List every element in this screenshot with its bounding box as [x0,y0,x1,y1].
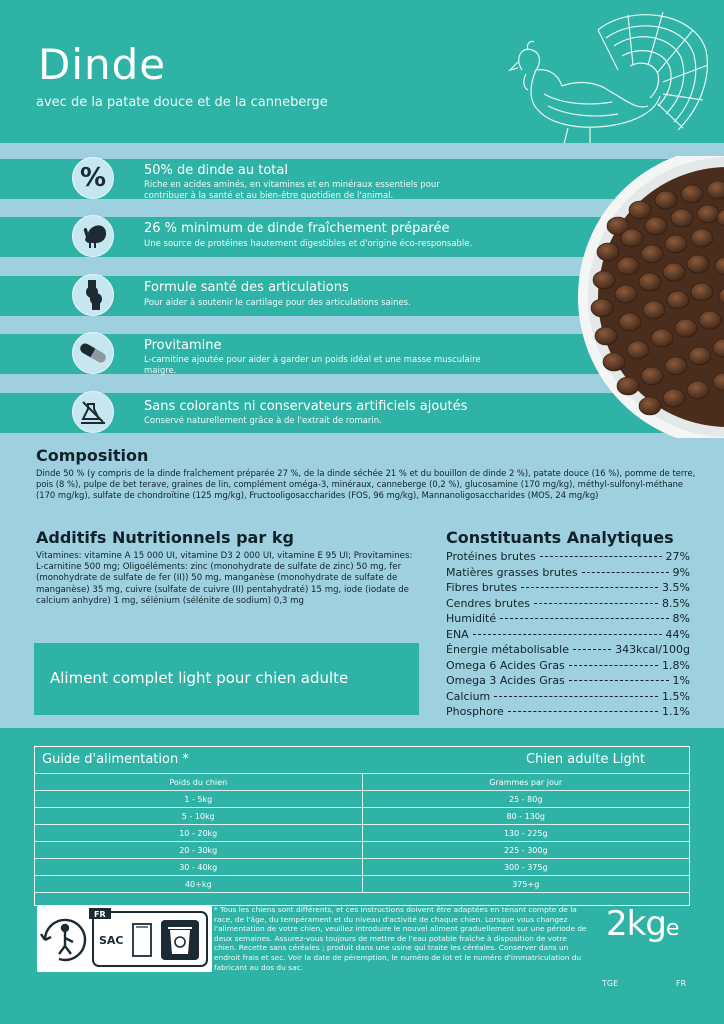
analytics-value: 1% [672,674,690,687]
analytics-value: 1.8% [662,658,690,672]
benefit-title: Formule santé des articulations [144,280,349,295]
analytics-name: Omega 3 Acides Gras [446,674,565,687]
estimated-sign: e [665,916,679,941]
capsule-icon [72,332,114,374]
analytics-name: Cendres brutes [446,596,530,610]
composition-heading: Composition [36,446,149,465]
analytics-name: Protéines brutes [446,550,536,563]
analytics-name: Fibres brutes [446,581,518,594]
net-weight [606,904,678,944]
dotted-leader [508,711,658,712]
cell-grams: 300 - 375g [362,859,690,876]
analytics-name: Phosphore [446,705,504,718]
analytics-value: 9% [672,565,690,579]
product-title: Dinde [38,40,167,89]
net-weight-value: 2kg [606,904,666,944]
dotted-leader [582,572,669,573]
analytics-value: 1.5% [662,689,690,703]
analytics-value: 8% [672,612,690,625]
analytics-row [446,628,690,644]
benefit-title: Provitamine [144,338,222,353]
analytics-row [446,659,690,675]
feeding-guide-table [34,773,690,893]
analytics-row [446,597,690,613]
cell-weight: 5 - 10kg [35,808,363,825]
dotted-leader [500,618,668,619]
analytics-row [446,566,690,582]
dotted-leader [573,649,611,650]
cell-weight: 20 - 30kg [35,842,363,859]
dotted-leader [540,556,662,557]
table-row [35,808,690,825]
analytics-value: 8.5% [662,596,690,610]
dotted-leader [569,665,658,666]
composition-text: Dinde 50 % (y compris de la dinde fraîchement préparée 27 %, de la dinde séchée 21 % et du bouillon de dinde 2 %), patate douce (16 %), pomme de terre, pois (8 %), pulpe de bet terave, graines de lin, complément oméga-3, minéraux, canneberge (0,2 %), glucosamine (170 mg/kg), méthyl-sulfonyl-méthane (170 mg/kg), sulfate de chondroïtine (125 mg/kg), Fructooligosaccharides (FOS, 96 mg/kg), Mannanoligosaccharides (MOS, 24 mg/kg) [36,468,696,500]
table-row [35,842,690,859]
table-row [35,825,690,842]
analytics-list [446,550,690,721]
benefit-title: 50% de dinde au total [144,163,288,178]
table-row [35,859,690,876]
cell-grams: 225 - 300g [362,842,690,859]
analytics-name: Calcium [446,689,491,703]
cell-weight: 10 - 20kg [35,825,363,842]
benefit-desc: Conservé naturellement grâce à de l'extrait de romarin. [144,416,382,426]
kibble-bowl-image [578,156,724,438]
footnote-text: * Tous les chiens sont différents, et ces instructions doivent être adaptées en tenant compte de la race, de l'âge, du tempérament et du niveau d'activité de chaque chien. Lorsque vous changez l'alimentation de votre chien, veuillez introduire le nouvel aliment graduellement sur une période de deux semaines. Assurez-vous toujours de mettre de l'eau potable fraîche à disposition de votre chien. Recette sans céréales ; produit dans une usine qui traite les céréales. Conserver dans un endroit frais et sec. Voir la date de péremption, le numéro de lot et le numéro d'immatriculation du fabricant au dos du sac. [214,905,587,972]
col-header-grams: Grammes par jour [362,774,690,791]
analytics-row [446,705,690,721]
analytics-row [446,690,690,706]
benefit-desc: L-carnitine ajoutée pour aider à garder un poids idéal et une masse musculaire maigre. [144,355,481,376]
additives-text: Vitamines: vitamine A 15 000 UI, vitamine D3 2 000 UI, vitamine E 95 UI; Provitamines: L-carnitine 500 mg; Oligoéléments: zinc (monohydrate de sulfate de zinc) 50 mg, fer (monohydrate de sulfate de fer (II)) 50 mg, manganèse (monohydrate de sulfate de manganèse) 35 mg, cuivre (sulfate de cuivre (II) pentahydraté) 15 mg, iode (iodate de calcium anhydre) 1 mg, sélénium (sélénite de sodium) 0,3 mg [36,551,413,606]
benefit-desc: Pour aider à soutenir le cartilage pour des articulations saines. [144,298,411,308]
recycle-sac-label: SAC [99,934,124,947]
analytics-value: 27% [665,550,690,563]
recycling-triman-logo [37,906,212,972]
percent-icon: % [72,157,114,199]
product-subtitle: avec de la patate douce et de la canneberge [36,95,328,110]
recycle-bin-icon [161,920,199,960]
cell-weight: 40+kg [35,876,363,893]
table-row [35,791,690,808]
turkey-illustration [478,10,714,146]
col-header-weight: Poids du chien [35,774,363,791]
cell-grams: 130 - 225g [362,825,690,842]
analytics-name: Matières grasses brutes [446,565,578,579]
benefit-desc: Riche en acides aminés, en vitamines et en minéraux essentiels pour contribuer à la santé et au bien-être quotidien de l'animal. [144,180,440,201]
cell-weight: 1 - 5kg [35,791,363,808]
cell-grams: 25 - 80g [362,791,690,808]
analytics-name: Omega 6 Acides Gras [446,658,565,672]
joint-icon [72,274,114,316]
analytics-heading: Constituants Analytiques [446,528,674,547]
benefit-desc: Une source de protéines hautement digestibles et d'origine éco-responsable. [144,239,473,249]
dotted-leader [494,696,658,697]
dotted-leader [534,603,658,604]
table-row [35,876,690,893]
feeding-guide-title: Guide d'alimentation * [42,752,189,767]
dotted-leader [521,587,658,588]
analytics-row [446,643,690,659]
recycle-country: FR [94,910,106,919]
analytics-row [446,581,690,597]
analytics-row [446,550,690,566]
analytics-name: Énergie métabolisable [446,643,569,656]
dotted-leader [569,680,669,681]
dotted-leader [473,634,662,635]
benefit-title: Sans colorants ni conservateurs artificiels ajoutés [144,399,468,414]
cell-weight: 30 - 40kg [35,859,363,876]
benefit-title: 26 % minimum de dinde fraîchement préparée [144,221,450,236]
cell-grams: 80 - 130g [362,808,690,825]
analytics-name: Humidité [446,612,497,625]
analytics-name: ENA [446,627,469,641]
table-header-row [35,774,690,791]
additives-heading: Additifs Nutritionnels par kg [36,528,294,547]
analytics-value: 1.1% [662,705,690,718]
analytics-value: 3.5% [662,581,690,594]
code-left: TGE [602,979,619,988]
analytics-value: 44% [665,627,690,641]
analytics-value: 343kcal/100g [615,643,690,656]
turkey-icon [72,215,114,257]
light-label: Aliment complet light pour chien adulte [50,669,349,687]
feeding-guide-subtitle: Chien adulte Light [526,752,646,767]
bag-icon [133,924,151,956]
cell-grams: 375+g [362,876,690,893]
analytics-row [446,612,690,628]
no-additives-icon [72,391,114,433]
analytics-row [446,674,690,690]
code-right: FR [676,979,687,988]
